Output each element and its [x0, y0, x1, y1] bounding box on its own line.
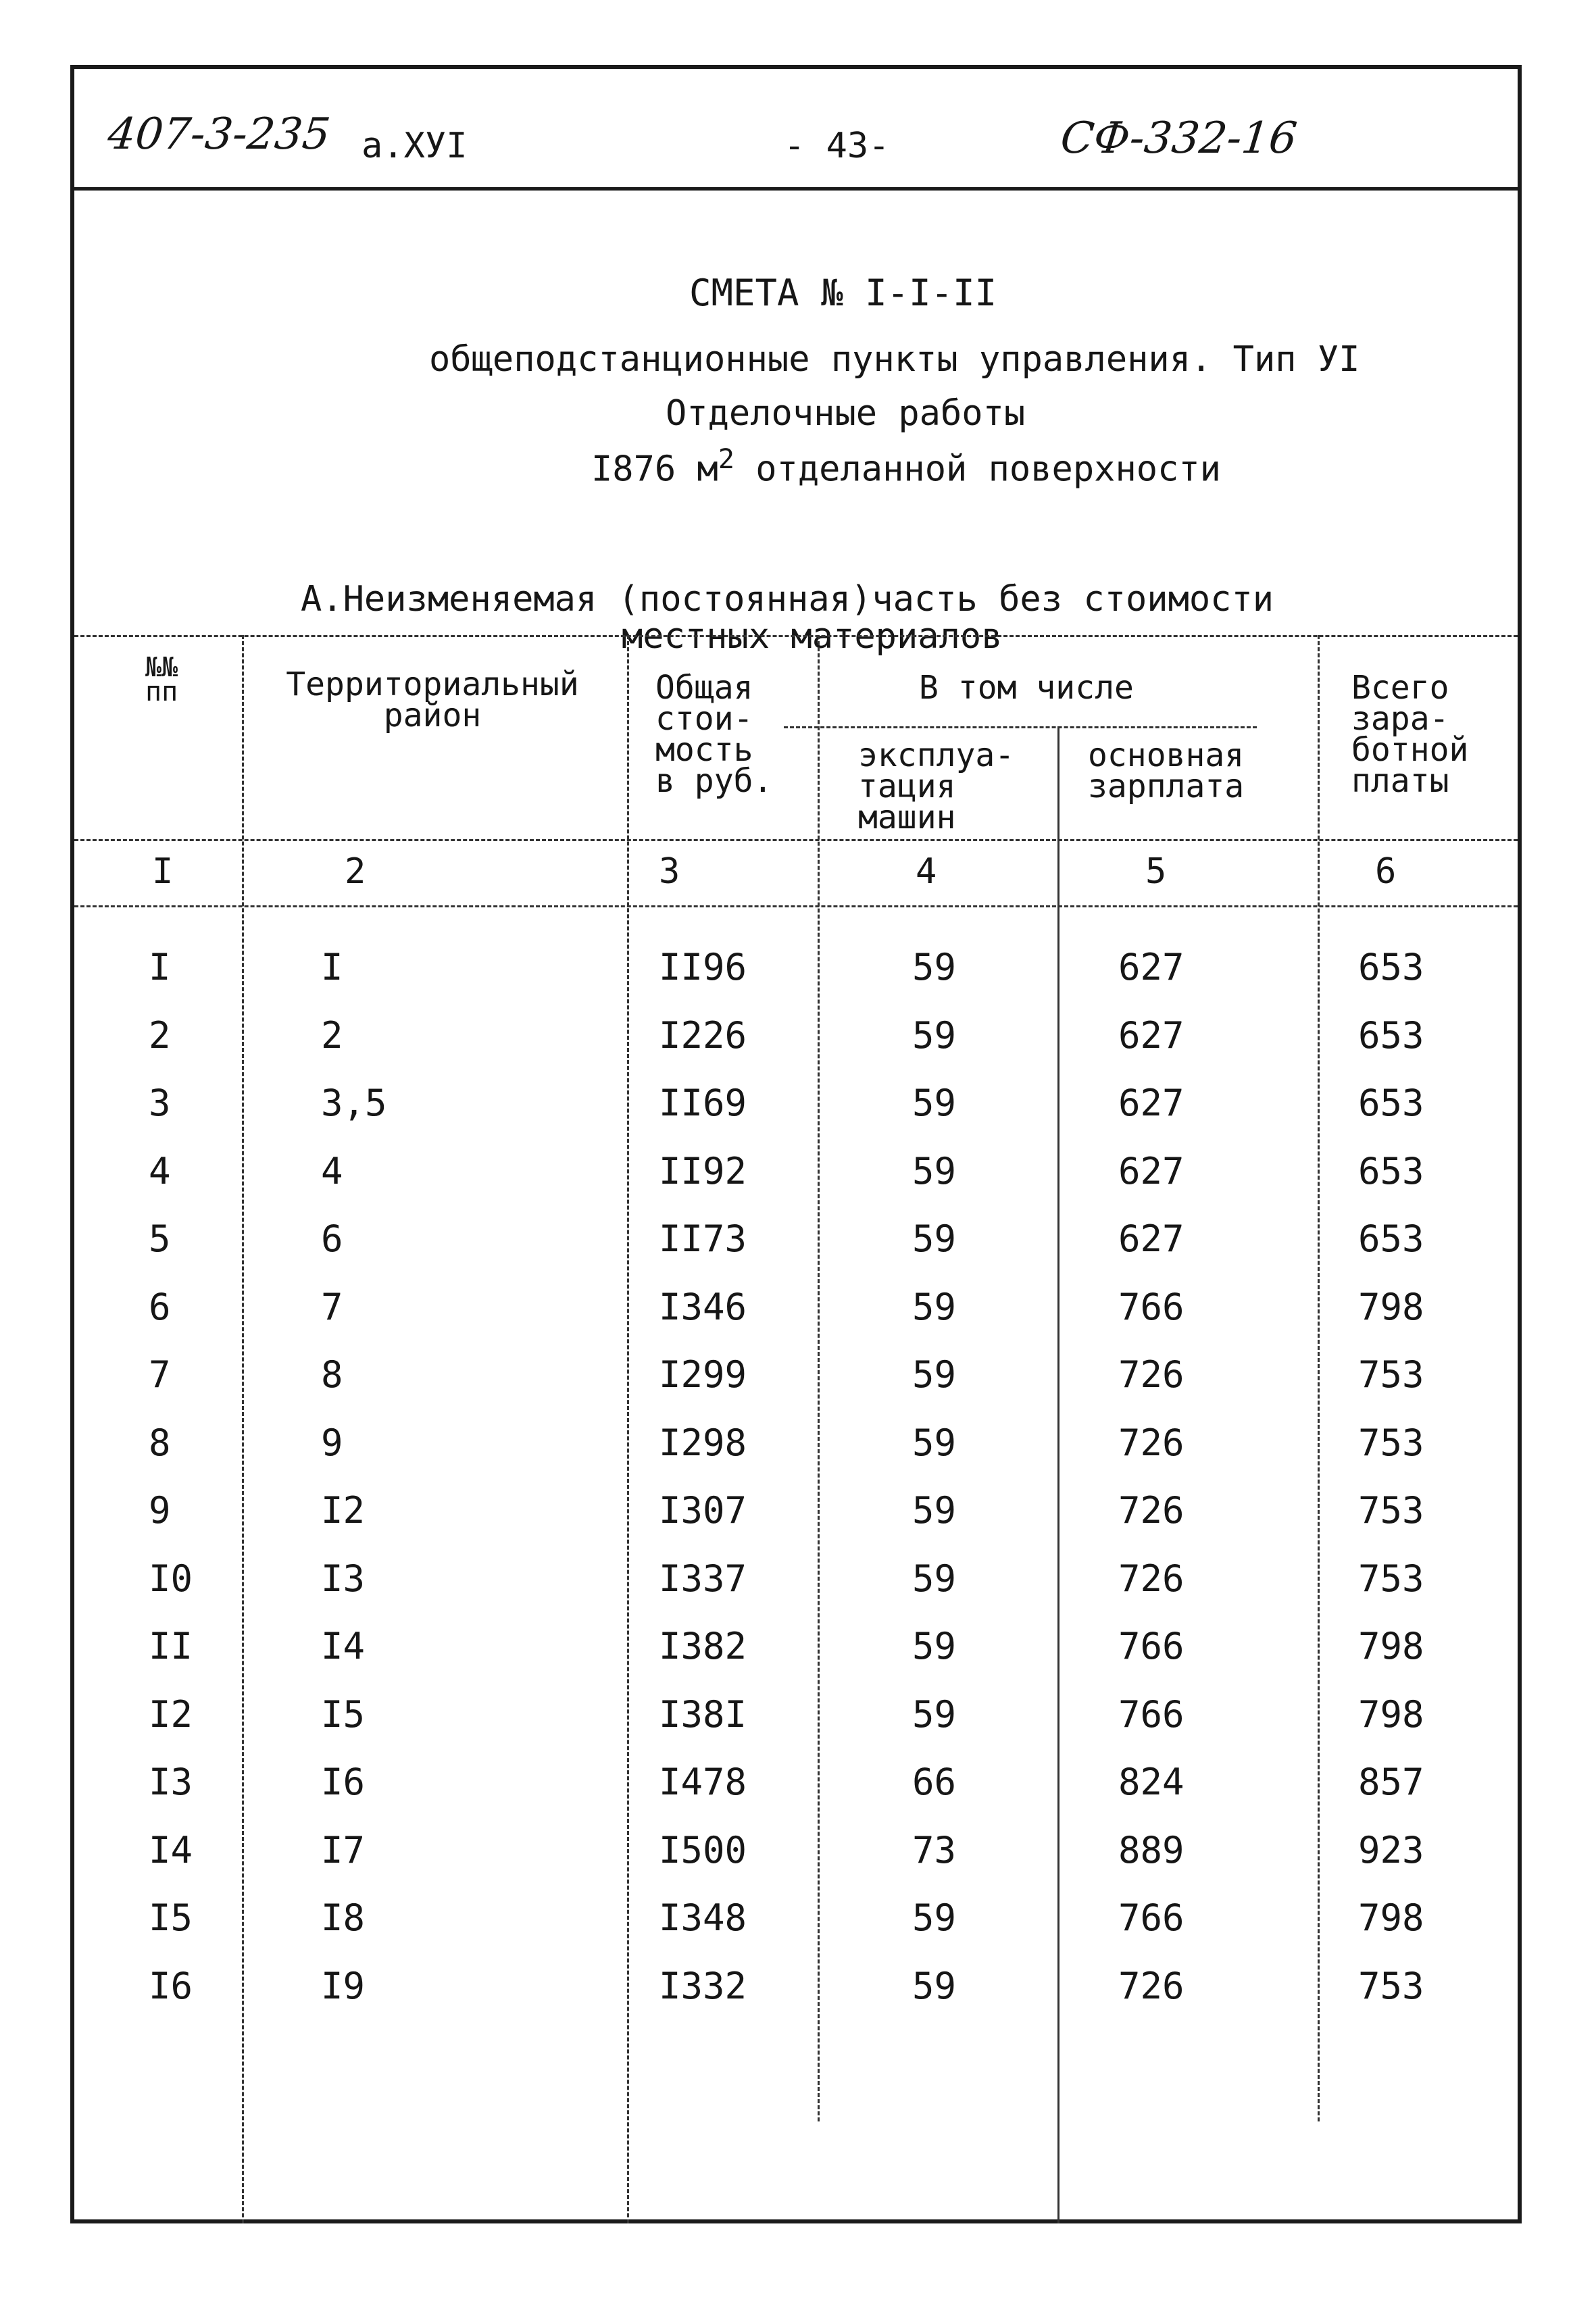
area-unit-power: 2 — [718, 444, 734, 475]
table-cell: I7 — [321, 1828, 366, 1871]
table-cell: I6 — [149, 1964, 193, 2007]
table-cell: 766 — [1118, 1625, 1184, 1667]
table-cell: I6 — [321, 1761, 366, 1803]
table-cell: 753 — [1358, 1421, 1424, 1464]
header-all-wage-l2: зара- — [1351, 700, 1449, 738]
header-num-l2: пп — [145, 676, 178, 707]
header-machines — [858, 736, 1015, 836]
colnum-5: 5 — [1145, 851, 1167, 892]
header-incl: В том числе — [919, 669, 1134, 707]
table-cell: 923 — [1358, 1828, 1424, 1871]
table-cell: 627 — [1118, 1217, 1184, 1260]
header-total — [655, 669, 773, 800]
header-all-wage — [1351, 669, 1469, 800]
subheader-rule — [784, 726, 1257, 728]
table-cell: 73 — [912, 1828, 957, 1871]
header-all-wage-l1: Всего — [1351, 669, 1449, 707]
table-cell: II96 — [659, 946, 747, 988]
table-cell: I4 — [321, 1625, 366, 1667]
col-divider-3 — [818, 635, 820, 2121]
col-divider-4 — [1057, 726, 1059, 2223]
table-cell: 726 — [1118, 1353, 1184, 1396]
table-cell: I3 — [149, 1761, 193, 1803]
col-divider-5 — [1318, 635, 1320, 2121]
colnum-2: 2 — [345, 851, 366, 892]
table-cell: 653 — [1358, 1217, 1424, 1260]
area-description: отделанной поверхности — [734, 449, 1221, 490]
table-cell: 7 — [149, 1353, 171, 1396]
table-cell: 7 — [321, 1285, 343, 1328]
table-cell: 59 — [912, 1692, 957, 1736]
table-cell: 798 — [1358, 1285, 1424, 1328]
header-num-l1: №№ — [145, 652, 178, 683]
table-cell: 66 — [912, 1761, 957, 1803]
table-cell: 59 — [912, 1149, 957, 1192]
table-cell: I332 — [659, 1964, 747, 2007]
table-cell: 753 — [1358, 1353, 1424, 1396]
table-cell: 59 — [912, 1217, 957, 1260]
table-cell: I8 — [321, 1896, 366, 1939]
table-cell: II73 — [659, 1217, 747, 1260]
header-wage — [1088, 736, 1245, 805]
table-cell: 726 — [1118, 1421, 1184, 1464]
table-cell: 753 — [1358, 1489, 1424, 1532]
project-code: СФ-332-16 — [1058, 114, 1299, 164]
table-cell: 889 — [1118, 1828, 1184, 1871]
table-cell: 824 — [1118, 1761, 1184, 1803]
table-cell: 726 — [1118, 1964, 1184, 2007]
table-cell: 798 — [1358, 1692, 1424, 1736]
table-cell: II — [149, 1625, 193, 1667]
estimate-subject: общеподстанционные пункты управления. Тип УI — [429, 339, 1360, 380]
table-cell: 59 — [912, 1625, 957, 1667]
table-cell: II69 — [659, 1082, 747, 1124]
header-wage-l1: основная — [1088, 736, 1245, 774]
section-title: А.Неизменяемая (постоянная)часть без стоимости — [301, 579, 1274, 620]
page-header — [74, 69, 1518, 191]
header-total-l4: в руб. — [655, 762, 773, 800]
table-cell: I500 — [659, 1828, 747, 1871]
table-cell: 59 — [912, 1353, 957, 1396]
table-cell: 627 — [1118, 1082, 1184, 1124]
table-cell: 5 — [149, 1217, 171, 1260]
table-cell: 766 — [1118, 1285, 1184, 1328]
table-cell: 59 — [912, 1557, 957, 1600]
table-cell: 798 — [1358, 1896, 1424, 1939]
header-total-l3: мость — [655, 731, 753, 769]
table-cell: 753 — [1358, 1964, 1424, 2007]
header-num — [145, 652, 178, 707]
table-cell: I348 — [659, 1896, 747, 1939]
table-cell: 766 — [1118, 1896, 1184, 1939]
header-machines-l2: тация — [858, 768, 956, 805]
table-cell: I337 — [659, 1557, 747, 1600]
doc-code: 407-3-235 — [105, 109, 333, 159]
section-title-cont: местных материалов — [622, 616, 1003, 657]
table-cell: 627 — [1118, 1149, 1184, 1192]
colnum-4: 4 — [916, 851, 937, 892]
colnum-6: 6 — [1375, 851, 1397, 892]
header-total-l1: Общая — [655, 669, 753, 707]
sheet-label: а.ХУI — [361, 126, 468, 166]
colnum-bottom-rule — [74, 905, 1518, 907]
table-cell: I5 — [321, 1692, 366, 1736]
table-cell: 59 — [912, 946, 957, 988]
table-cell: 798 — [1358, 1625, 1424, 1667]
table-cell: 59 — [912, 1964, 957, 2007]
table-cell: 4 — [149, 1149, 171, 1192]
table-cell: 627 — [1118, 1013, 1184, 1057]
table-cell: 653 — [1358, 946, 1424, 988]
header-wage-l2: зарплата — [1088, 768, 1245, 805]
table-cell: 2 — [321, 1013, 343, 1057]
table-cell: 59 — [912, 1082, 957, 1124]
estimate-table — [74, 635, 1518, 2223]
table-cell: 59 — [912, 1285, 957, 1328]
table-cell: 59 — [912, 1896, 957, 1939]
table-cell: I5 — [149, 1896, 193, 1939]
header-machines-l1: эксплуа- — [858, 736, 1015, 774]
col-divider-1 — [242, 635, 244, 2223]
table-cell: 8 — [321, 1353, 343, 1396]
table-cell: 653 — [1358, 1013, 1424, 1057]
header-all-wage-l3: ботной — [1351, 731, 1469, 769]
table-cell: I3 — [321, 1557, 366, 1600]
table-cell: I382 — [659, 1625, 747, 1667]
table-cell: 9 — [149, 1489, 171, 1532]
table-cell: I226 — [659, 1013, 747, 1057]
table-cell: I2 — [149, 1692, 193, 1736]
table-cell: 59 — [912, 1421, 957, 1464]
table-cell: 653 — [1358, 1149, 1424, 1192]
colnum-3: 3 — [659, 851, 680, 892]
header-district-l2: район — [383, 697, 482, 734]
table-cell: I299 — [659, 1353, 747, 1396]
colnum-1: I — [152, 851, 174, 892]
table-cell: 3,5 — [321, 1082, 387, 1124]
table-cell: I — [149, 946, 171, 988]
table-cell: I298 — [659, 1421, 747, 1464]
table-cell: 59 — [912, 1489, 957, 1532]
table-cell: I0 — [149, 1557, 193, 1600]
table-cell: 857 — [1358, 1761, 1424, 1803]
table-cell: I478 — [659, 1761, 747, 1803]
table-cell: 2 — [149, 1013, 171, 1057]
page-number: - 43- — [784, 126, 890, 166]
table-cell: II92 — [659, 1149, 747, 1192]
header-district-l1: Территориальный — [286, 665, 579, 703]
table-cell: 59 — [912, 1013, 957, 1057]
table-cell: 753 — [1358, 1557, 1424, 1600]
table-cell: 726 — [1118, 1557, 1184, 1600]
work-type: Отделочные работы — [666, 393, 1026, 434]
table-cell: I346 — [659, 1285, 747, 1328]
table-cell: 627 — [1118, 946, 1184, 988]
table-cell: I38I — [659, 1692, 747, 1736]
area-line — [591, 444, 1221, 489]
table-cell: I2 — [321, 1489, 366, 1532]
page-frame — [70, 65, 1522, 2223]
table-cell: 6 — [149, 1285, 171, 1328]
table-cell: 6 — [321, 1217, 343, 1260]
header-machines-l3: машин — [858, 799, 956, 836]
table-cell: 726 — [1118, 1489, 1184, 1532]
header-all-wage-l4: платы — [1351, 762, 1449, 800]
col-divider-2 — [627, 635, 629, 2223]
estimate-title: СМЕТА № I-I-II — [689, 272, 997, 314]
area-value: I876 м — [591, 449, 718, 490]
table-cell: I307 — [659, 1489, 747, 1532]
table-cell: I4 — [149, 1828, 193, 1871]
table-cell: I9 — [321, 1964, 366, 2007]
header-district — [277, 665, 588, 734]
header-bottom-rule — [74, 839, 1518, 841]
table-cell: 766 — [1118, 1692, 1184, 1736]
table-cell: 9 — [321, 1421, 343, 1464]
table-cell: 4 — [321, 1149, 343, 1192]
table-cell: 653 — [1358, 1082, 1424, 1124]
table-cell: 3 — [149, 1082, 171, 1124]
table-cell: 8 — [149, 1421, 171, 1464]
table-top-rule — [74, 635, 1518, 637]
header-total-l2: стои- — [655, 700, 753, 738]
table-cell: I — [321, 946, 343, 988]
